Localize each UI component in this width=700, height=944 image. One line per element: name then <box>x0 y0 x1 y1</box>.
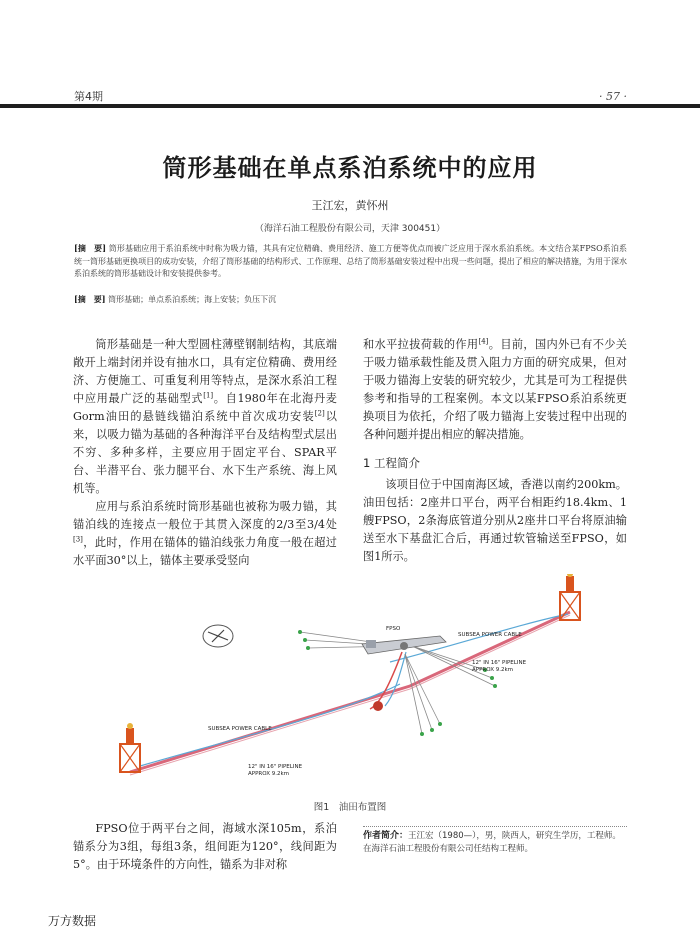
keywords <box>74 293 627 306</box>
paragraph: 和水平拉拔荷载的作用[4]。目前，国内外已有不少关于吸力锚承载性能及贯入阻力方面的研究成果，但对于吸力锚海上安装的研究较少，尤其是可为工程提供参考和指导的工程案例。本文以某FPSO系泊系统更换项目为依托，介绍了吸力锚海上安装过程中出现的各种问题并提出相应的解决措施。 <box>363 337 627 441</box>
body-column-left-bottom <box>73 820 337 874</box>
label-fpso: FPSO <box>386 626 401 632</box>
abstract-label: [摘 要] <box>74 243 107 253</box>
label-cable-top: SUBSEA POWER CABLE <box>458 632 522 638</box>
north-arrow-icon <box>203 625 233 647</box>
header-rule <box>0 104 700 108</box>
paragraph: 该项目位于中国南海区域，香港以南约200km。油田包括：2座井口平台，两平台相距约18.4km、1艘FPSO，2条海底管道分别从2座井口平台将原油输送至水下基盘汇合后，再通过软管输送至FPSO，如图1所示。 <box>363 478 627 563</box>
bio-divider <box>363 826 627 827</box>
citation[interactable]: [3] <box>73 535 83 544</box>
citation[interactable]: [4] <box>478 337 489 346</box>
paragraph: 应用与系泊系统时筒形基础也被称为吸力锚，其锚泊线的连接点一般位于其贯入深度的2/3至3/4处[3]，此时，作用在锚体的锚泊线张力角度一般在超过水平面30°以上，锚体主要承受竖向 <box>73 500 337 567</box>
authors: 王江宏，黄怀州 <box>311 199 389 212</box>
label-pipe-top-2: APPROX 9.2km <box>472 667 514 673</box>
citation[interactable]: [1] <box>203 391 214 400</box>
journal-issue: 第4期 <box>74 90 103 103</box>
label-pipe-top-1: 12" IN 16" PIPELINE <box>472 660 527 666</box>
page-number: · 57 · <box>599 90 627 103</box>
label-pipe-bottom-2: APPROX 9.2km <box>248 771 290 777</box>
body-column-left <box>73 336 337 570</box>
fpso-vessel-icon <box>362 636 446 654</box>
keywords-text: 筒形基础；单点系泊系统；海上安装；负压下沉 <box>108 295 277 304</box>
field-layout-figure <box>100 574 620 790</box>
bio-label: 作者简介： <box>363 831 409 841</box>
citation[interactable]: [2] <box>314 409 325 418</box>
affiliation: （海洋石油工程股份有限公司，天津 300451） <box>254 224 446 234</box>
label-pipe-bottom-1: 12" IN 16" PIPELINE <box>248 764 303 770</box>
wellhead-platform-bottom-icon <box>120 723 140 772</box>
footer-watermark: 万方数据 <box>48 914 97 928</box>
keywords-label: [摘 要] <box>74 294 106 304</box>
paragraph: 筒形基础是一种大型圆柱薄壁钢制结构，其底端敞开上端封闭并设有抽水口，具有定位精确、费用经济、方便施工、可重复利用等特点，是深水系泊工程中应用最广泛的基础型式[1]。自1980年在北海丹麦Gorm油田的悬链线锚泊系统中首次成功安装[2]以来，以吸力锚为基础的各种海洋平台及结构型式层出不穷、多种多样，主要应用于固定平台、SPAR平台、半潜平台、张力腿平台、水下生产系统、海上风机等。 <box>73 338 337 495</box>
body-column-right <box>363 336 627 566</box>
label-cable-bottom: SUBSEA POWER CABLE <box>208 726 272 732</box>
section-heading: 1 工程简介 <box>363 456 420 470</box>
manifold-icon <box>373 701 383 711</box>
abstract <box>74 242 627 281</box>
author-bio <box>363 830 627 855</box>
abstract-text: 筒形基础应用于系泊系统中时称为吸力锚，其具有定位精确、费用经济、施工方便等优点而被广泛应用于深水系泊系统。本文结合某FPSO系泊系统一筒形基础更换项目的成功安装，介绍了筒形基础的结构形式、工作原理、总结了筒形基础安装过程中出现一些问题，提出了相应的解决措施，为用于深水系泊系统的筒形基础设计和安装提供参考。 <box>74 244 628 278</box>
bio-text: 王江宏（1980—），男，陕西人，研究生学历，工程师。在海洋石油工程股份有限公司任结构工程师。 <box>363 831 621 854</box>
paragraph: FPSO位于两平台之间，海域水深105m，系泊锚系分为3组，每组3条，组间距为120°，线间距为5°。由于环境条件的方向性，锚系为非对称 <box>73 822 337 871</box>
paper-title: 筒形基础在单点系泊系统中的应用 <box>162 154 538 182</box>
figure-caption: 图1 油田布置图 <box>313 802 387 813</box>
